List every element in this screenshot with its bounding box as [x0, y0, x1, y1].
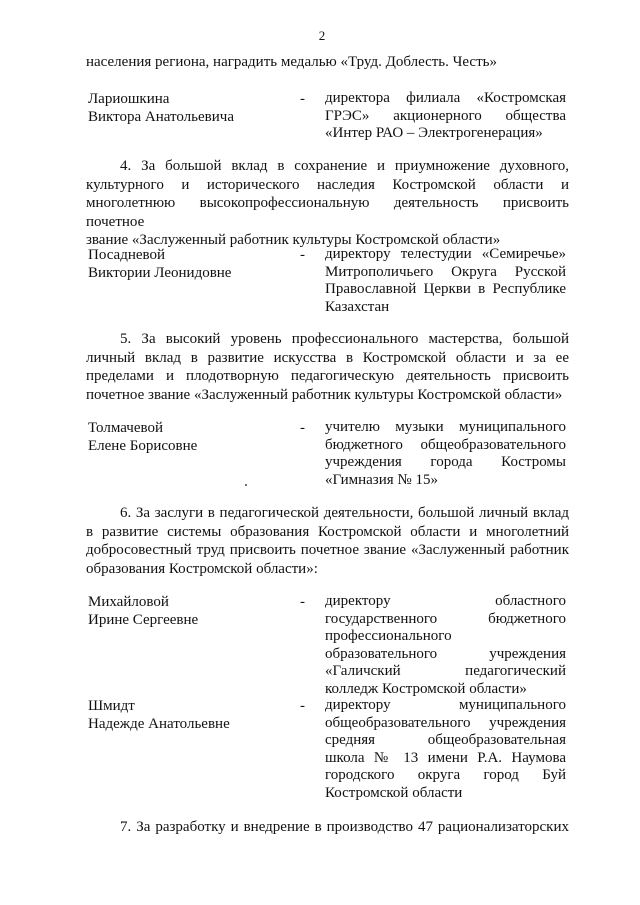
recipient-position-tolmacheva: учителю музыки муниципального бюджетного общеобразовательного учреждения города Костромы «Гимназия № 15» [325, 419, 566, 488]
recipient-name-tolmacheva: Толмачевой Елене Борисовне [88, 420, 198, 454]
recipient-name-lirioshkin: Лариошкина Виктора Анатольевича [88, 91, 234, 125]
dash-separator: - [300, 247, 305, 263]
recipient-name-mikhaylova: Михайловой Ирине Сергеевне [88, 594, 199, 628]
scan-speck [245, 484, 247, 486]
paragraph-6: 6. За заслуги в педагогической деятельности, большой личный вклад в развитие системы образования Костромской области и многолетний добросовестный труд присвоить почетное звание «Заслуженный работник образования Костромской области»: [86, 505, 569, 577]
dash-separator: - [300, 91, 305, 107]
dash-separator: - [300, 698, 305, 714]
intro-line: населения региона, наградить медалью «Труд. Доблесть. Честь» [86, 54, 497, 70]
paragraph-7-start: 7. За разработку и внедрение в производство 47 рационализаторских [120, 819, 569, 835]
page-number: 2 [318, 28, 326, 43]
recipient-name-shmidt: Шмидт Надежде Анатольевне [88, 698, 230, 732]
recipient-name-posadneva: Посадневой Виктории Леонидовне [88, 247, 232, 281]
dash-separator: - [300, 594, 305, 610]
recipient-position-shmidt: директору муниципального общеобразовательного учреждения средняя общеобразовательная школа № 13 имени Р.А. Наумова городского округа город Буй Костромской области [325, 697, 566, 801]
recipient-position-posadneva: директору телестудии «Семиречье» Митрополичьего Округа Русской Православной Церкви в Республике Казахстан [325, 246, 566, 315]
paragraph-5: 5. За высокий уровень профессионального мастерства, большой личный вклад в развитие искусства в Костромской области и за ее пределами и плодотворную педагогическую деятельность присвоить почетное звание «Заслуженный работник культуры Костромской области» [86, 331, 569, 403]
dash-separator: - [300, 420, 305, 436]
recipient-position-mikhaylova: директору областного государственного бюджетного профессионального образовательного учреждения «Галичский педагогический колледж Костромской области» [325, 593, 566, 697]
recipient-position-lirioshkin: директора филиала «Костромская ГРЭС» акционерного общества «Интер РАО – Электрогенерация» [325, 90, 566, 141]
paragraph-4: 4. За большой вклад в сохранение и приумножение духовного, культурного и исторического наследия Костромской области и многолетнюю высокопрофессиональную деятельность присвоить почетное звание «Заслуженный работник культуры Костромской области» [86, 158, 569, 248]
